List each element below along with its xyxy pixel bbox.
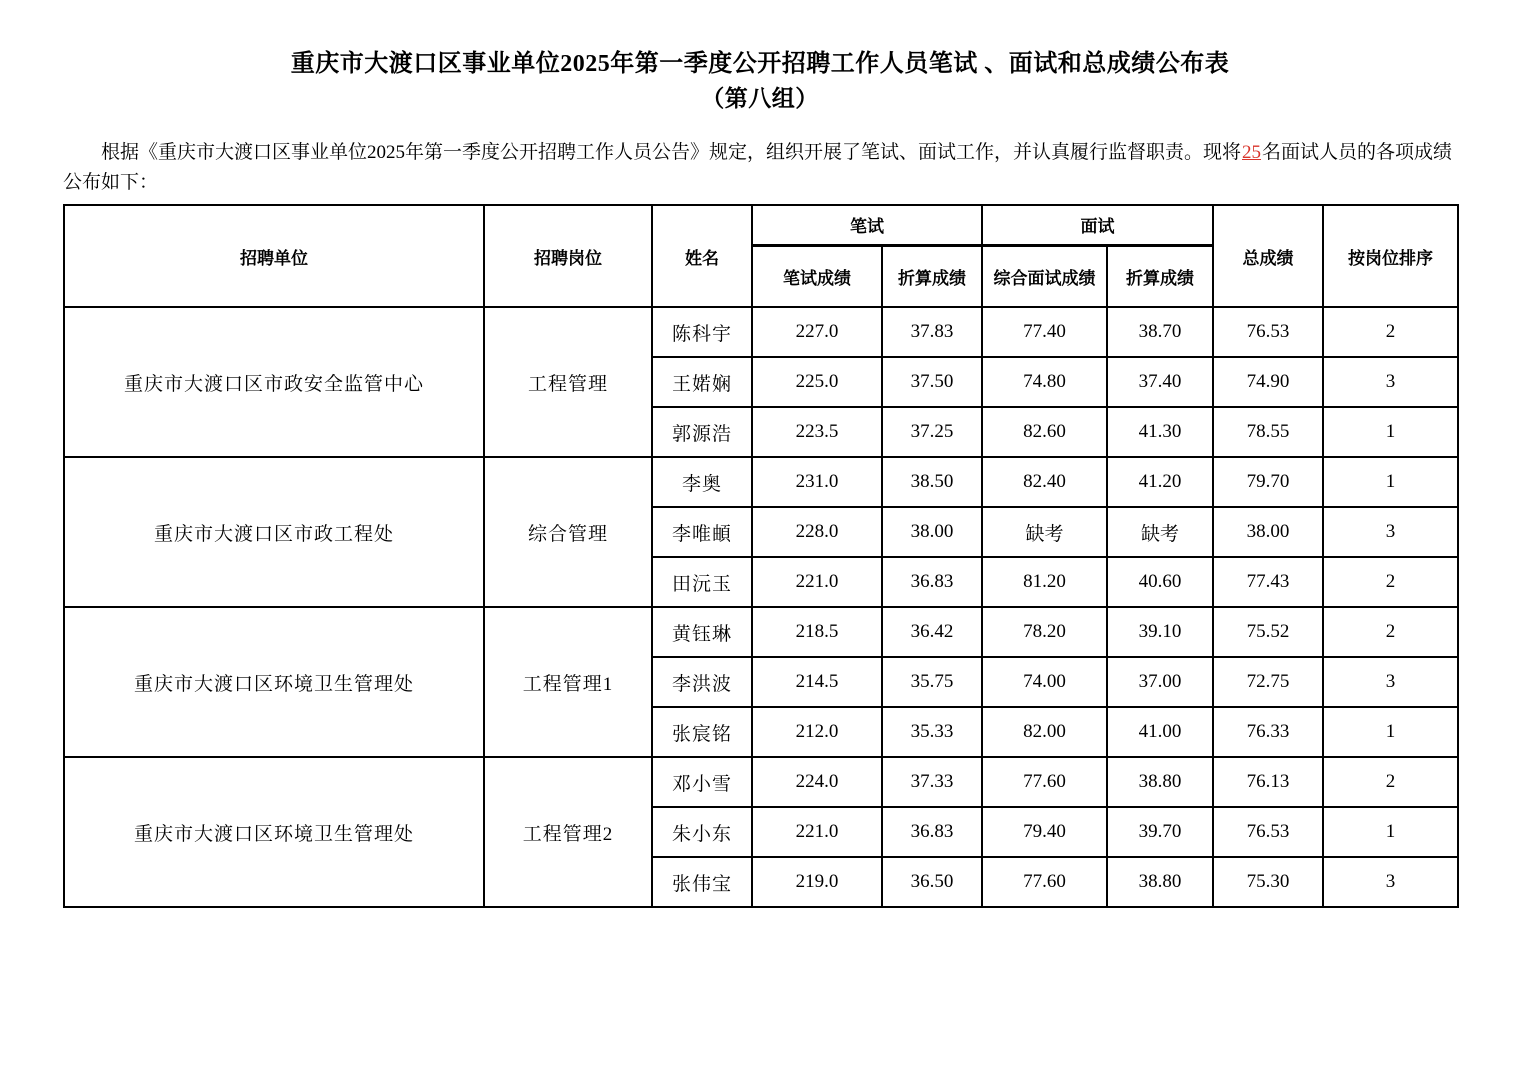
written-converted-cell: 36.42	[882, 607, 982, 657]
rank-cell: 1	[1323, 457, 1458, 507]
written-score-cell: 212.0	[752, 707, 882, 757]
header-rank: 按岗位排序	[1323, 205, 1458, 307]
interview-converted-cell: 37.00	[1107, 657, 1213, 707]
position-cell: 工程管理2	[484, 757, 652, 907]
written-score-cell: 214.5	[752, 657, 882, 707]
interview-score-cell: 77.60	[982, 757, 1107, 807]
interview-converted-cell: 37.40	[1107, 357, 1213, 407]
name-cell: 邓小雪	[652, 757, 752, 807]
header-total-score: 总成绩	[1213, 205, 1323, 307]
position-cell: 综合管理	[484, 457, 652, 607]
interview-converted-cell: 缺考	[1107, 507, 1213, 557]
total-score-cell: 72.75	[1213, 657, 1323, 707]
interview-converted-cell: 38.80	[1107, 757, 1213, 807]
name-cell: 李唯頔	[652, 507, 752, 557]
written-converted-cell: 35.75	[882, 657, 982, 707]
interview-score-cell: 缺考	[982, 507, 1107, 557]
interview-score-cell: 81.20	[982, 557, 1107, 607]
interview-score-cell: 82.00	[982, 707, 1107, 757]
written-converted-cell: 35.33	[882, 707, 982, 757]
total-score-cell: 76.53	[1213, 807, 1323, 857]
intro-text-before: 根据《重庆市大渡口区事业单位2025年第一季度公开招聘工作人员公告》规定，组织开展了笔试、面试工作，并认真履行监督职责。现将	[101, 142, 1242, 163]
interview-converted-cell: 41.30	[1107, 407, 1213, 457]
name-cell: 张宸铭	[652, 707, 752, 757]
written-score-cell: 227.0	[752, 307, 882, 357]
written-converted-cell: 36.83	[882, 807, 982, 857]
name-cell: 陈科宇	[652, 307, 752, 357]
interview-score-cell: 74.00	[982, 657, 1107, 707]
interview-score-cell: 77.40	[982, 307, 1107, 357]
written-converted-cell: 38.00	[882, 507, 982, 557]
unit-cell: 重庆市大渡口区环境卫生管理处	[64, 757, 484, 907]
rank-cell: 3	[1323, 657, 1458, 707]
intro-text-after: 名面试人员的各项成绩公布如下：	[63, 142, 1453, 193]
interview-score-cell: 79.40	[982, 807, 1107, 857]
page-title: 重庆市大渡口区事业单位2025年第一季度公开招聘工作人员笔试 、面试和总成绩公布表	[290, 51, 1230, 77]
total-score-cell: 75.52	[1213, 607, 1323, 657]
unit-cell: 重庆市大渡口区市政安全监管中心	[64, 307, 484, 457]
written-score-cell: 219.0	[752, 857, 882, 907]
name-cell: 李奥	[652, 457, 752, 507]
rank-cell: 2	[1323, 607, 1458, 657]
interview-score-cell: 82.60	[982, 407, 1107, 457]
name-cell: 王婼娴	[652, 357, 752, 407]
position-cell: 工程管理	[484, 307, 652, 457]
written-score-cell: 228.0	[752, 507, 882, 557]
interview-converted-cell: 40.60	[1107, 557, 1213, 607]
total-score-cell: 79.70	[1213, 457, 1323, 507]
interview-converted-cell: 39.10	[1107, 607, 1213, 657]
total-score-cell: 77.43	[1213, 557, 1323, 607]
position-cell: 工程管理1	[484, 607, 652, 757]
header-written-converted: 折算成绩	[882, 245, 982, 307]
header-name: 姓名	[652, 205, 752, 307]
header-row-top	[64, 205, 1458, 245]
written-score-cell: 218.5	[752, 607, 882, 657]
table-row	[64, 457, 1458, 507]
written-converted-cell: 36.50	[882, 857, 982, 907]
written-score-cell: 221.0	[752, 557, 882, 607]
header-position: 招聘岗位	[484, 205, 652, 307]
name-cell: 黄钰琳	[652, 607, 752, 657]
rank-cell: 1	[1323, 407, 1458, 457]
total-score-cell: 74.90	[1213, 357, 1323, 407]
header-written-score: 笔试成绩	[752, 245, 882, 307]
unit-cell: 重庆市大渡口区市政工程处	[64, 457, 484, 607]
written-converted-cell: 36.83	[882, 557, 982, 607]
interview-score-cell: 77.60	[982, 857, 1107, 907]
rank-cell: 3	[1323, 507, 1458, 557]
rank-cell: 2	[1323, 757, 1458, 807]
rank-cell: 1	[1323, 807, 1458, 857]
total-score-cell: 38.00	[1213, 507, 1323, 557]
written-score-cell: 225.0	[752, 357, 882, 407]
header-interview-converted: 折算成绩	[1107, 245, 1213, 307]
written-converted-cell: 37.33	[882, 757, 982, 807]
written-converted-cell: 38.50	[882, 457, 982, 507]
name-cell: 李洪波	[652, 657, 752, 707]
written-converted-cell: 37.25	[882, 407, 982, 457]
total-score-cell: 76.53	[1213, 307, 1323, 357]
rank-cell: 2	[1323, 307, 1458, 357]
header-unit: 招聘单位	[64, 205, 484, 307]
written-score-cell: 231.0	[752, 457, 882, 507]
candidate-count: 25	[1242, 142, 1262, 163]
name-cell: 张伟宝	[652, 857, 752, 907]
total-score-cell: 76.33	[1213, 707, 1323, 757]
written-score-cell: 224.0	[752, 757, 882, 807]
interview-converted-cell: 41.00	[1107, 707, 1213, 757]
name-cell: 朱小东	[652, 807, 752, 857]
written-converted-cell: 37.50	[882, 357, 982, 407]
interview-score-cell: 82.40	[982, 457, 1107, 507]
written-score-cell: 223.5	[752, 407, 882, 457]
name-cell: 郭源浩	[652, 407, 752, 457]
rank-cell: 3	[1323, 357, 1458, 407]
rank-cell: 2	[1323, 557, 1458, 607]
unit-cell: 重庆市大渡口区环境卫生管理处	[64, 607, 484, 757]
total-score-cell: 78.55	[1213, 407, 1323, 457]
total-score-cell: 76.13	[1213, 757, 1323, 807]
table-row	[64, 307, 1458, 357]
header-interview-group: 面试	[982, 205, 1213, 245]
table-row	[64, 757, 1458, 807]
name-cell: 田沅玉	[652, 557, 752, 607]
intro-paragraph	[63, 138, 1457, 198]
score-table	[63, 204, 1459, 908]
written-converted-cell: 37.83	[882, 307, 982, 357]
header-written-group: 笔试	[752, 205, 982, 245]
interview-converted-cell: 39.70	[1107, 807, 1213, 857]
table-row	[64, 607, 1458, 657]
interview-converted-cell: 38.80	[1107, 857, 1213, 907]
written-score-cell: 221.0	[752, 807, 882, 857]
interview-converted-cell: 38.70	[1107, 307, 1213, 357]
interview-converted-cell: 41.20	[1107, 457, 1213, 507]
interview-score-cell: 78.20	[982, 607, 1107, 657]
interview-score-cell: 74.80	[982, 357, 1107, 407]
rank-cell: 3	[1323, 857, 1458, 907]
total-score-cell: 75.30	[1213, 857, 1323, 907]
rank-cell: 1	[1323, 707, 1458, 757]
header-interview-score: 综合面试成绩	[982, 245, 1107, 307]
page-subtitle: （第八组）	[701, 86, 819, 111]
